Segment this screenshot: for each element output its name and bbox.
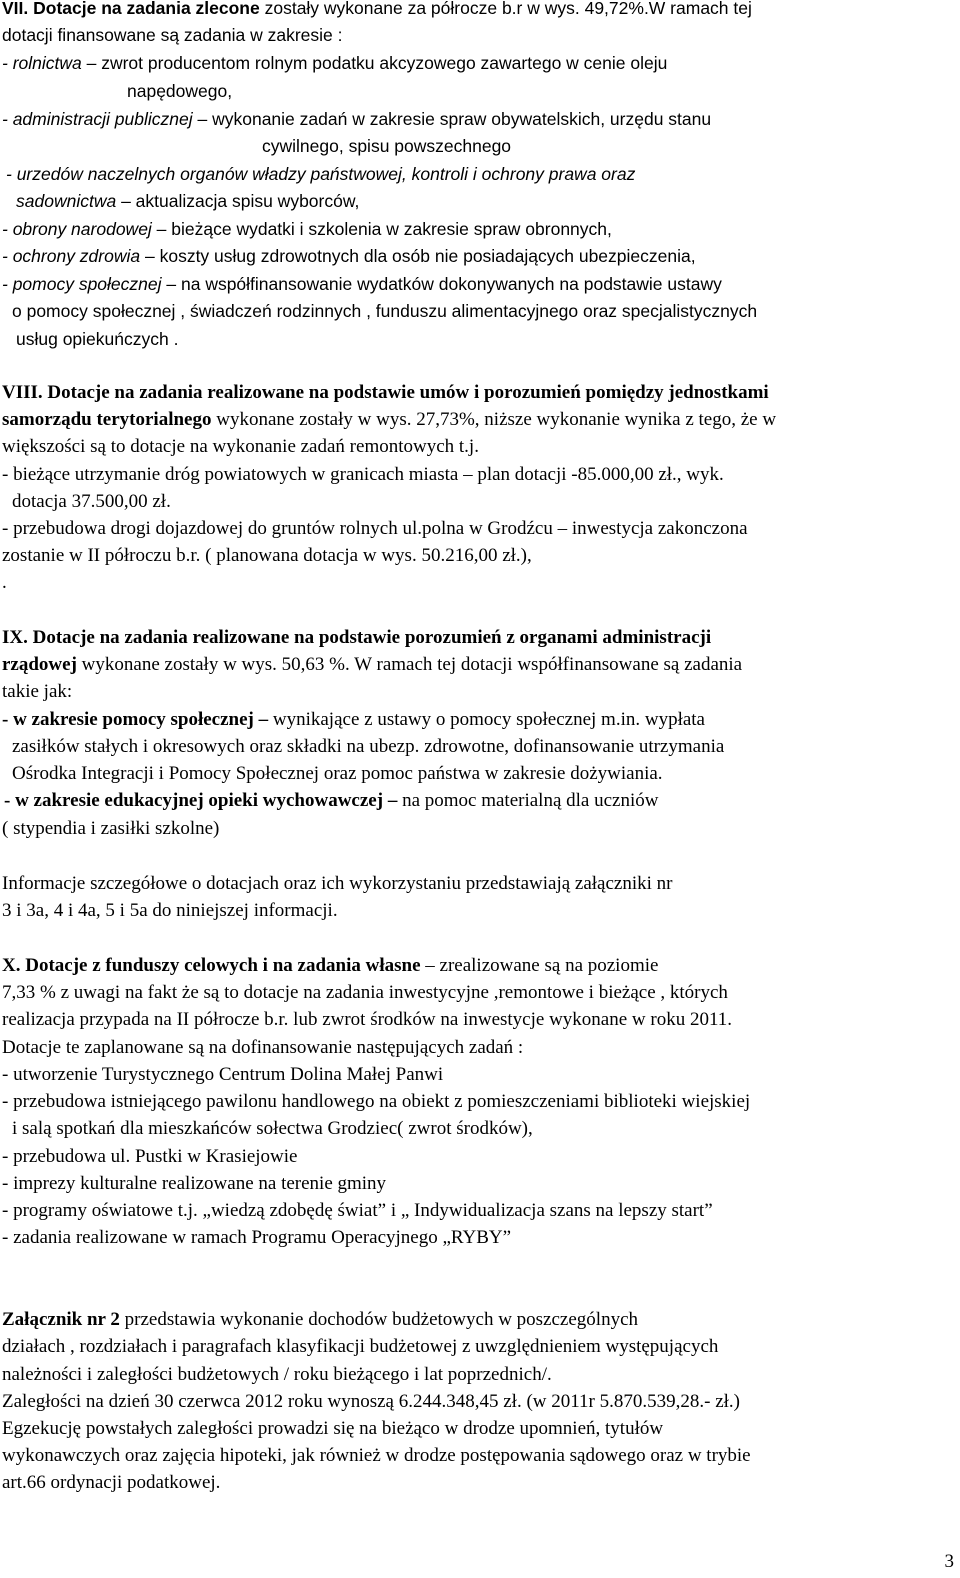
s7-term-urzedow: - urzedów naczelnych organów władzy państwowej, kontroli i ochrony prawa oraz xyxy=(6,164,636,184)
s9-line-10: 3 i 3a, 4 i 4a, 5 i 5a do niniejszej informacji. xyxy=(2,900,338,921)
s7-line-3 xyxy=(2,50,667,76)
s7-line-13: usług opiekuńczych . xyxy=(16,329,179,349)
s10-line-1 xyxy=(2,953,658,979)
s7-line-8-text: – aktualizacja spisu wyborców, xyxy=(116,191,360,211)
s8-heading-text: VIII. Dotacje na zadania realizowane na podstawie umów i porozumień pomiędzy jednostkami xyxy=(2,382,769,403)
s10-line-4: Dotacje te zaplanowane są na dofinansowanie następujących zadań : xyxy=(2,1037,524,1058)
s7-line-4: napędowego, xyxy=(127,81,233,101)
s8-heading xyxy=(2,380,769,406)
s9-line-6: Ośrodka Integracji i Pomocy Społecznej oraz pomoc państwa w zakresie dożywiania. xyxy=(12,763,663,784)
s10-line-10: - programy oświatowe t.j. „wiedzą zdobędę świat” i „ Indywidualizacja szans na lepszy start” xyxy=(2,1200,713,1221)
s7-term-pomocy: - pomocy społecznej xyxy=(2,274,162,294)
z2-heading: Załącznik nr 2 xyxy=(2,1309,120,1330)
s7-line-9-text: – bieżące wydatki i szkolenia w zakresie spraw obronnych, xyxy=(151,219,612,239)
s10-line-1-text: – zrealizowane są na poziomie xyxy=(420,955,659,976)
z2-line-2: działach , rozdziałach i paragrafach klasyfikacji budżetowej z uwzględnieniem występujących xyxy=(2,1336,719,1357)
s9-line-5: zasiłków stałych i okresowych oraz składki na ubezp. zdrowotne, dofinansowanie utrzymania xyxy=(12,736,725,757)
z2-line-3: należności i zaległości budżetowych / roku bieżącego i lat poprzednich/. xyxy=(2,1364,552,1385)
s9-heading-cont: rządowej xyxy=(2,654,77,675)
z2-line-7: art.66 ordynacji podatkowej. xyxy=(2,1472,221,1493)
z2-line-6: wykonawczych oraz zajęcia hipoteki, jak również w drodze postępowania sądowego oraz w trybie xyxy=(2,1445,751,1466)
s8-line-8: . xyxy=(2,572,7,593)
s7-line-7 xyxy=(6,161,635,187)
s7-line-6: cywilnego, spisu powszechnego xyxy=(262,136,512,156)
s8-line-2 xyxy=(2,407,776,433)
s10-line-7: i salą spotkań dla mieszkańców sołectwa Grodziec( zwrot środków), xyxy=(12,1118,533,1139)
s8-heading-cont: samorządu terytorialnego xyxy=(2,409,212,430)
s7-line-12: o pomocy społecznej , świadczeń rodzinnych , funduszu alimentacyjnego oraz specjalistycznych xyxy=(12,301,758,321)
s10-heading: X. Dotacje z funduszy celowych i na zadania własne xyxy=(2,955,421,976)
s9-line-8: ( stypendia i zasiłki szkolne) xyxy=(2,818,220,839)
s7-term-sadownictwa: sadownictwa xyxy=(16,191,117,211)
s7-line-5 xyxy=(2,106,711,132)
s7-line-5-text: – wykonanie zadań w zakresie spraw obywatelskich, urzędu stanu xyxy=(192,109,712,129)
s9-line-3: takie jak: xyxy=(2,681,73,702)
s8-line-3: większości są to dotacje na wykonanie zadań remontowych t.j. xyxy=(2,436,479,457)
s9-line-2-text: wykonane zostały w wys. 50,63 %. W ramach tej dotacji współfinansowane są zadania xyxy=(76,654,743,675)
s8-line-6: - przebudowa drogi dojazdowej do gruntów rolnych ul.polna w Grodźcu – inwestycja zakonczona xyxy=(2,518,748,539)
s7-line-3-text: – zwrot producentom rolnym podatku akcyzowego zawartego w cenie oleju xyxy=(81,53,668,73)
s9-term-edukacyjnej: - w zakresie edukacyjnej opieki wychowawczej – xyxy=(4,790,398,811)
s8-line-2-text: wykonane zostały w wys. 27,73%, niższe wykonanie wynika z tego, że w xyxy=(211,409,777,430)
s7-line-2: dotacji finansowane są zadania w zakresie : xyxy=(2,25,343,45)
s9-term-pomocy: - w zakresie pomocy społecznej – xyxy=(2,709,269,730)
z2-line-4: Zaległości na dzień 30 czerwca 2012 roku wynoszą 6.244.348,45 zł. (w 2011r 5.870.539,28.- zł.) xyxy=(2,1391,740,1412)
s7-line-8 xyxy=(16,188,359,214)
s9-line-7-text: na pomoc materialną dla uczniów xyxy=(397,790,659,811)
z2-line-1 xyxy=(2,1307,638,1333)
s10-line-6: - przebudowa istniejącego pawilonu handlowego na obiekt z pomieszczeniami biblioteki wiejskiej xyxy=(2,1091,751,1112)
s10-line-11: - zadania realizowane w ramach Programu Operacyjnego „RYBY” xyxy=(2,1227,512,1248)
s7-line-1-text: zostały wykonane za półrocze b.r w wys. 49,72%.W ramach tej xyxy=(259,0,752,18)
s9-line-4 xyxy=(2,707,705,733)
s9-heading xyxy=(2,625,711,651)
s10-line-2: 7,33 % z uwagi na fakt że są to dotacje na zadania inwestycyjne ,remontowe i bieżące , których xyxy=(2,982,728,1003)
page-number: 3 xyxy=(944,1551,954,1572)
s10-line-8: - przebudowa ul. Pustki w Krasiejowie xyxy=(2,1146,298,1167)
s9-line-7 xyxy=(4,788,658,814)
s10-line-9: - imprezy kulturalne realizowane na terenie gminy xyxy=(2,1173,387,1194)
s7-term-administracji: - administracji publicznej xyxy=(2,109,193,129)
s8-line-5: dotacja 37.500,00 zł. xyxy=(12,491,171,512)
s8-line-7: zostanie w II półroczu b.r. ( planowana dotacja w wys. 50.216,00 zł.), xyxy=(2,545,532,566)
s7-line-1 xyxy=(2,0,752,21)
s9-line-9: Informacje szczegółowe o dotacjach oraz ich wykorzystaniu przedstawiają załączniki nr xyxy=(2,873,673,894)
s7-heading: VII. Dotacje na zadania zlecone xyxy=(2,0,260,18)
s8-line-4: - bieżące utrzymanie dróg powiatowych w granicach miasta – plan dotacji -85.000,00 zł., wyk. xyxy=(2,464,724,485)
s7-line-9 xyxy=(2,216,612,242)
s9-line-2 xyxy=(2,652,742,678)
s7-line-11-text: – na współfinansowanie wydatków dokonywanych na podstawie ustawy xyxy=(161,274,722,294)
z2-line-5: Egzekucję powstałych zaległości prowadzi się na bieżąco w drodze upomnień, tytułów xyxy=(2,1418,664,1439)
s10-line-3: realizacja przypada na II półrocze b.r. lub zwrot środków na inwestycje wykonane w roku 2011. xyxy=(2,1009,733,1030)
s7-term-rolnictwa: - rolnictwa xyxy=(2,53,82,73)
z2-line-1-text: przedstawia wykonanie dochodów budżetowych w poszczególnych xyxy=(119,1309,639,1330)
s7-term-zdrowia: - ochrony zdrowia xyxy=(2,246,141,266)
s7-line-10-text: – koszty usług zdrowotnych dla osób nie posiadających ubezpieczenia, xyxy=(140,246,696,266)
s7-term-obrony: - obrony narodowej xyxy=(2,219,152,239)
s7-line-11 xyxy=(2,271,722,297)
s10-line-5: - utworzenie Turystycznego Centrum Dolina Małej Panwi xyxy=(2,1064,444,1085)
s9-heading-text: IX. Dotacje na zadania realizowane na podstawie porozumień z organami administracji xyxy=(2,627,712,648)
s9-line-4-text: wynikające z ustawy o pomocy społecznej m.in. wypłata xyxy=(268,709,705,730)
s7-line-10 xyxy=(2,243,696,269)
